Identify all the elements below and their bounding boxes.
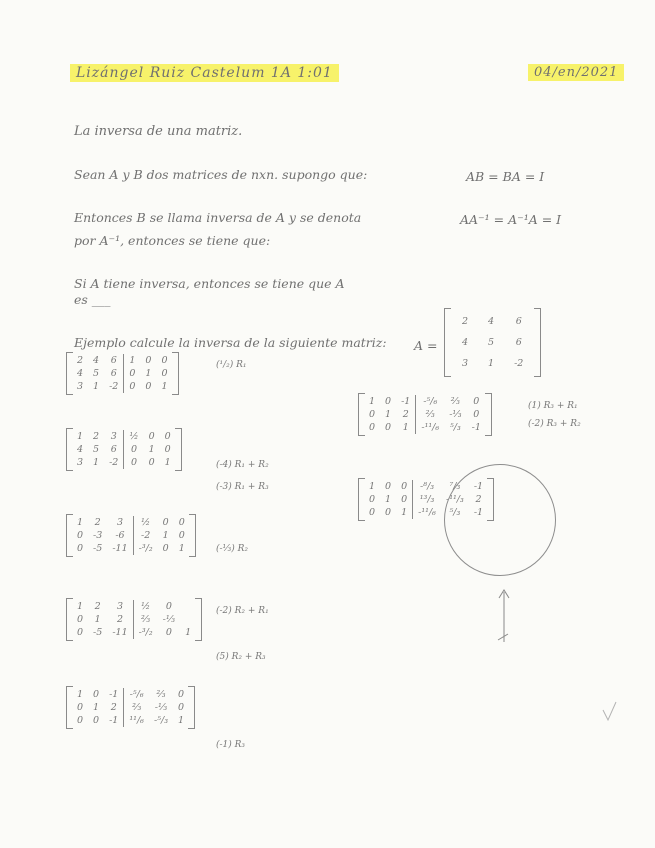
matrix-cell: 0 <box>161 355 168 366</box>
matrix-cell: 1 <box>93 702 100 713</box>
check-mark-icon <box>600 700 620 724</box>
augmented-matrix-step-1 <box>66 352 247 395</box>
matrix-cell: 6 <box>110 368 117 379</box>
row-operation: (-3) R₁ + R₃ <box>216 482 269 492</box>
matrix-cell: 1 <box>402 422 409 433</box>
matrix-cell: 3 <box>110 431 117 442</box>
matrix-cell: 0 <box>385 396 392 407</box>
matrix-cell: 1 <box>385 494 392 505</box>
matrix-cell: ⅔ <box>156 689 166 700</box>
matrix-cell: 4 <box>77 368 84 379</box>
augmented-matrix-step-3 <box>66 514 249 557</box>
matrix-cell: -¹¹/₃ <box>445 494 464 505</box>
definition-line-3: por A⁻¹, entonces se tiene que: <box>74 233 271 248</box>
matrix-cell: -¹¹/₆ <box>413 506 441 519</box>
row-operation: (-⅓) R₂ <box>216 544 249 554</box>
matrix-cell: 0 <box>178 702 185 713</box>
row-operation: (-1) R₃ <box>216 740 246 750</box>
arrow-up-icon <box>494 586 516 644</box>
example-text: Ejemplo calcule la inversa de la siguiente matriz: <box>74 335 387 350</box>
matrix-cell: 0 <box>124 456 144 469</box>
matrix-cell: 1 <box>401 507 408 518</box>
matrix-cell: 1 <box>77 431 84 442</box>
matrix-cell: ½ <box>133 516 158 529</box>
row-operation: (-4) R₁ + R₂ <box>216 460 269 470</box>
matrix-cell: 1 <box>178 543 185 554</box>
matrix-cell: -3 <box>93 530 103 541</box>
matrix-cell: -1 <box>401 396 411 407</box>
matrix-cell: 2 <box>94 517 101 528</box>
matrix-cell: 0 <box>77 627 84 638</box>
matrix-cell: 0 <box>124 380 141 393</box>
matrix-cell: 2 <box>402 409 409 420</box>
matrix-cell: ¹³/₃ <box>413 493 441 506</box>
matrix-cell: 0 <box>369 422 376 433</box>
matrix-cell: 1 <box>161 381 168 392</box>
matrix-cell: 0 <box>162 517 169 528</box>
matrix-cell: 1 <box>385 409 392 420</box>
definition-line-4: Si A tiene inversa, entonces se tiene que A <box>74 276 345 291</box>
matrix-cell: 0 <box>124 367 141 380</box>
matrix-cell: 0 <box>77 702 84 713</box>
matrix-cell: 1 <box>164 457 171 468</box>
matrix-cell: 1 <box>94 614 101 625</box>
definition-line-5: es ___ <box>74 292 111 307</box>
matrix-cell: ⅔ <box>124 701 149 714</box>
matrix-cell <box>180 600 196 613</box>
matrix-cell: 0 <box>164 431 171 442</box>
matrix-cell: -⁵/₆ <box>124 688 149 701</box>
matrix-cell: -⁵/₃ <box>154 715 169 726</box>
matrix-a-label: A = <box>414 338 438 353</box>
matrix-cell: 0 <box>401 481 408 492</box>
matrix-cell: 0 <box>369 507 376 518</box>
equation-1: AB = BA = I <box>466 169 545 184</box>
matrix-cell: -1 <box>109 689 119 700</box>
matrix-a: 2 4 6 4 5 6 3 1 -2 <box>444 308 541 377</box>
matrix-cell: 0 <box>401 494 408 505</box>
definition-line-1: Sean A y B dos matrices de nxn. supongo que: <box>74 167 368 182</box>
matrix-cell: 0 <box>145 381 152 392</box>
row-operation: (5) R₂ + R₃ <box>216 652 266 662</box>
matrix-cell: -³/₂ <box>133 542 158 555</box>
matrix-cell: 2 <box>116 614 123 625</box>
matrix-cell: 6 <box>110 355 117 366</box>
matrix-cell: -⅓ <box>449 409 462 420</box>
matrix-cell: 2 <box>94 601 101 612</box>
matrix-cell: 1 <box>145 368 152 379</box>
matrix-cell: 3 <box>77 457 84 468</box>
matrix-cell: ⁵/₃ <box>450 422 461 433</box>
augmented-matrix-step-6 <box>358 393 581 436</box>
matrix-cell: 0 <box>165 627 172 638</box>
matrix-cell: -2 <box>109 457 119 468</box>
matrix-cell: 3 <box>116 601 123 612</box>
matrix-cell: 1 <box>77 601 84 612</box>
matrix-cell: 0 <box>77 530 84 541</box>
matrix-cell: 0 <box>161 368 168 379</box>
matrix-cell: 0 <box>77 715 84 726</box>
matrix-cell: ⅔ <box>450 396 461 407</box>
answer-circle <box>444 464 556 576</box>
matrix-cell: ⅔ <box>133 613 158 626</box>
matrix-cell: 0 <box>385 422 392 433</box>
matrix-cell: 1 <box>148 444 155 455</box>
matrix-cell: -¹¹/₆ <box>416 421 444 434</box>
matrix-cell: -1 <box>471 422 481 433</box>
row-operation: (-2) R₂ + R₁ <box>216 606 269 616</box>
matrix-cell: 1 <box>77 517 84 528</box>
row-operation: (1) R₃ + R₁ <box>528 401 578 411</box>
augmented-matrix-step-2 <box>66 428 269 492</box>
matrix-cell: 0 <box>148 431 155 442</box>
matrix-cell: 0 <box>93 715 100 726</box>
matrix-cell: -5 <box>93 627 103 638</box>
matrix-cell <box>180 613 196 626</box>
matrix-cell: 0 <box>145 355 152 366</box>
augmented-matrix-step-4 <box>66 598 269 662</box>
page-title: La inversa de una matriz. <box>74 124 243 139</box>
matrix-cell: 0 <box>369 494 376 505</box>
matrix-cell: 5 <box>93 368 100 379</box>
matrix-cell: 4 <box>77 444 84 455</box>
matrix-cell: -11 <box>112 543 128 554</box>
matrix-cell: ½ <box>124 430 144 443</box>
matrix-cell: 6 <box>110 444 117 455</box>
matrix-cell: 1 <box>369 396 376 407</box>
matrix-cell: 3 <box>116 517 123 528</box>
row-operation: (-2) R₃ + R₂ <box>528 419 581 429</box>
matrix-cell: 5 <box>93 444 100 455</box>
matrix-cell: 1 <box>93 381 100 392</box>
matrix-cell: 2 <box>93 431 100 442</box>
matrix-cell: 0 <box>178 517 185 528</box>
matrix-cell: ⁷/₃ <box>449 481 461 492</box>
matrix-cell: ½ <box>133 600 158 613</box>
matrix-cell: 0 <box>164 444 171 455</box>
matrix-cell: 0 <box>148 457 155 468</box>
matrix-cell: -⅓ <box>154 702 168 713</box>
matrix-cell: 2 <box>110 702 117 713</box>
matrix-cell: -⁵/₆ <box>416 395 444 408</box>
matrix-cell: ⁵/₃ <box>449 507 461 518</box>
matrix-cell: 0 <box>385 481 392 492</box>
matrix-cell: 1 <box>369 481 376 492</box>
matrix-cell: ⅔ <box>416 408 444 421</box>
matrix-cell: -5 <box>93 543 103 554</box>
matrix-cell: 1 <box>178 715 185 726</box>
matrix-cell: 1 <box>93 457 100 468</box>
augmented-matrix-step-5 <box>66 686 246 750</box>
matrix-cell: 2 <box>475 494 482 505</box>
equation-2: AA⁻¹ = A⁻¹A = I <box>460 212 562 227</box>
matrix-cell: -⅓ <box>162 614 176 625</box>
matrix-cell: 1 <box>124 354 141 367</box>
matrix-cell: -2 <box>133 529 158 542</box>
date-header: 04/en/2021 <box>528 64 624 81</box>
matrix-cell: 0 <box>165 601 172 612</box>
matrix-cell: -1 <box>109 715 119 726</box>
matrix-cell: 3 <box>77 381 84 392</box>
matrix-cell: 1 <box>77 689 84 700</box>
matrix-cell: 0 <box>178 530 185 541</box>
matrix-cell: -6 <box>115 530 125 541</box>
row-operation: (¹/₂) R₁ <box>216 360 247 370</box>
matrix-cell: -11 <box>112 627 128 638</box>
definition-line-2: Entonces B se llama inversa de A y se denota <box>74 210 362 225</box>
matrix-cell: 0 <box>473 396 480 407</box>
matrix-cell: 0 <box>385 507 392 518</box>
matrix-cell: 0 <box>473 409 480 420</box>
matrix-cell: -2 <box>109 381 119 392</box>
matrix-cell: 0 <box>77 614 84 625</box>
matrix-cell: ¹¹/₆ <box>124 714 149 727</box>
matrix-cell: -1 <box>473 481 484 492</box>
matrix-cell: 0 <box>124 443 144 456</box>
matrix-cell: 0 <box>77 543 84 554</box>
matrix-cell: 1 <box>162 530 169 541</box>
matrix-cell: 0 <box>93 689 100 700</box>
matrix-cell: -⁸/₃ <box>413 480 441 493</box>
matrix-cell: -³/₂ <box>133 626 158 639</box>
matrix-cell: 4 <box>93 355 100 366</box>
matrix-cell: -1 <box>473 507 484 518</box>
matrix-cell: 0 <box>178 689 185 700</box>
matrix-cell: 2 <box>77 355 84 366</box>
matrix-cell: 0 <box>369 409 376 420</box>
student-name-header: Lizángel Ruiz Castelum 1A 1:01 <box>70 64 339 82</box>
matrix-cell: 0 <box>162 543 169 554</box>
matrix-cell: 1 <box>185 627 192 638</box>
